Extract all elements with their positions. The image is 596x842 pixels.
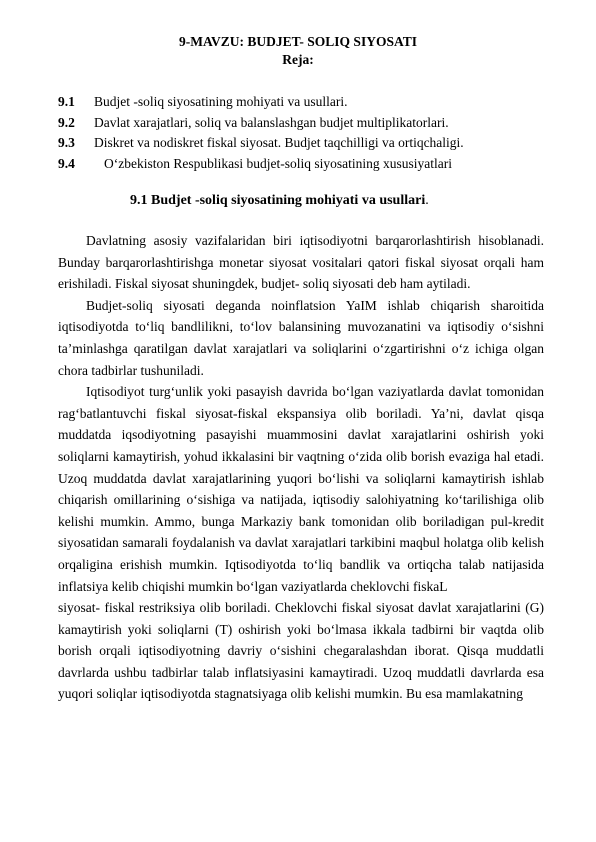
paragraph: Budjet-soliq siyosati deganda noinflatsion YaIM ishlab chiqarish sharoitida iqtisodiyotda to‘liq bandlilikni, to‘lov balansining muvozanatini va iqtisodiy o‘sishni ta’minlashga qaratilgan davlat xarajatlari va soliqlarini o‘zgartirishni o‘z ichiga olgan chora tadbirlar tushuniladi. [58,297,544,378]
plan-item-text: O‘zbekiston Respublikasi budjet-soliq siyosatining xususiyatlari [104,155,452,171]
paragraph: siyosat- fiskal restriksiya olib boriladi. Cheklovchi fiskal siyosat davlat xarajatlarini (G) kamaytirish yoki soliqlarni (T) oshirish yoki bo‘lmasa ikkala tadbirni bir vaqtda olib borish orqali iqtisodiyotning davriy o‘sishini chegaralashdan iborat. Qisqa muddatli davrlarda ushbu tadbirlar talab inflatsiyasini kamaytiradi. Uzoq muddatli davrlarda esa yuqori soliqlar iqtisodiyotda stagnatsiyaga olib kelishi mumkin. Bu esa mamlakatning [58,600,544,702]
plan-item-number: 9.2 [58,114,75,130]
topic-title: 9-MAVZU: BUDJET- SOLIQ SIYOSATI [179,34,417,49]
section-heading [130,192,429,210]
paragraph: Davlatning asosiy vazifalaridan biri iqtisodiyotni barqarorlashtirish hisoblanadi. Bunday barqarorlashtirishga monetar siyosat vositalari qatori fiskal siyosat orqali ham erishiladi. Fiskal siyosat shuningdek, budjet- soliq siyosati deb ham aytiladi. [58,233,544,292]
plan-item-text: Davlat xarajatlari, soliq va balanslashgan budjet multiplikatorlari. [94,114,449,130]
body-text [58,230,544,705]
section-heading-text: 9.1 Budjet -soliq siyosatining mohiyati va usullari [130,193,426,208]
plan-item-text: Diskret va nodiskret fiskal siyosat. Budjet taqchilligi va ortiqchaligi. [94,135,464,150]
plan-item-number: 9.1 [58,94,75,109]
plan-list [58,92,578,174]
plan-item [58,133,578,154]
plan-item [58,92,578,113]
plan-item-number: 9.3 [58,135,75,150]
section-heading-period: . [425,193,429,208]
paragraph: Iqtisodiyot turg‘unlik yoki pasayish davrida bo‘lgan vaziyatlarda davlat tomonidan rag‘batlantuvchi fiskal siyosat-fiskal ekspansiya olib boriladi. Ya’ni, davlat qisqa muddatda iqsodiyotning pasayishi muammosini davlat xarajatlarini oshirish yoki soliqlarni kamaytirish, yohud ikkalasini bir vaqtning o‘zida olib borish evaziga hal etadi. Uzoq muddatda davlat xarajatlarining yuqori bo‘lishi va soliqlarni kamaytirish ishlab chiqarish omillarining o‘sishiga va natijada, iqtisodiy salohiyatning ko‘tarilishiga olib kelishi mumkin. Ammo, bunga Markaziy bank tomonidan olib boriladigan pul-kredit siyosatidan samarali foydalanish va davlat xarajatlari tarkibini maqbul holatga olib kelish orqaligina erishish mumkin. Iqtisodiyotda to‘liq bandlik va ortiqcha talab natijasida inflatsiya kelib chiqishi mumkin bo‘lgan vaziyatlarda cheklovchi fiskaL [58,384,544,594]
plan-item-number: 9.4 [58,155,75,171]
plan-heading: Reja: [282,52,314,67]
plan-item [58,113,578,134]
plan-item-text: Budjet -soliq siyosatining mohiyati va usullari. [94,94,348,109]
plan-item [58,154,578,175]
